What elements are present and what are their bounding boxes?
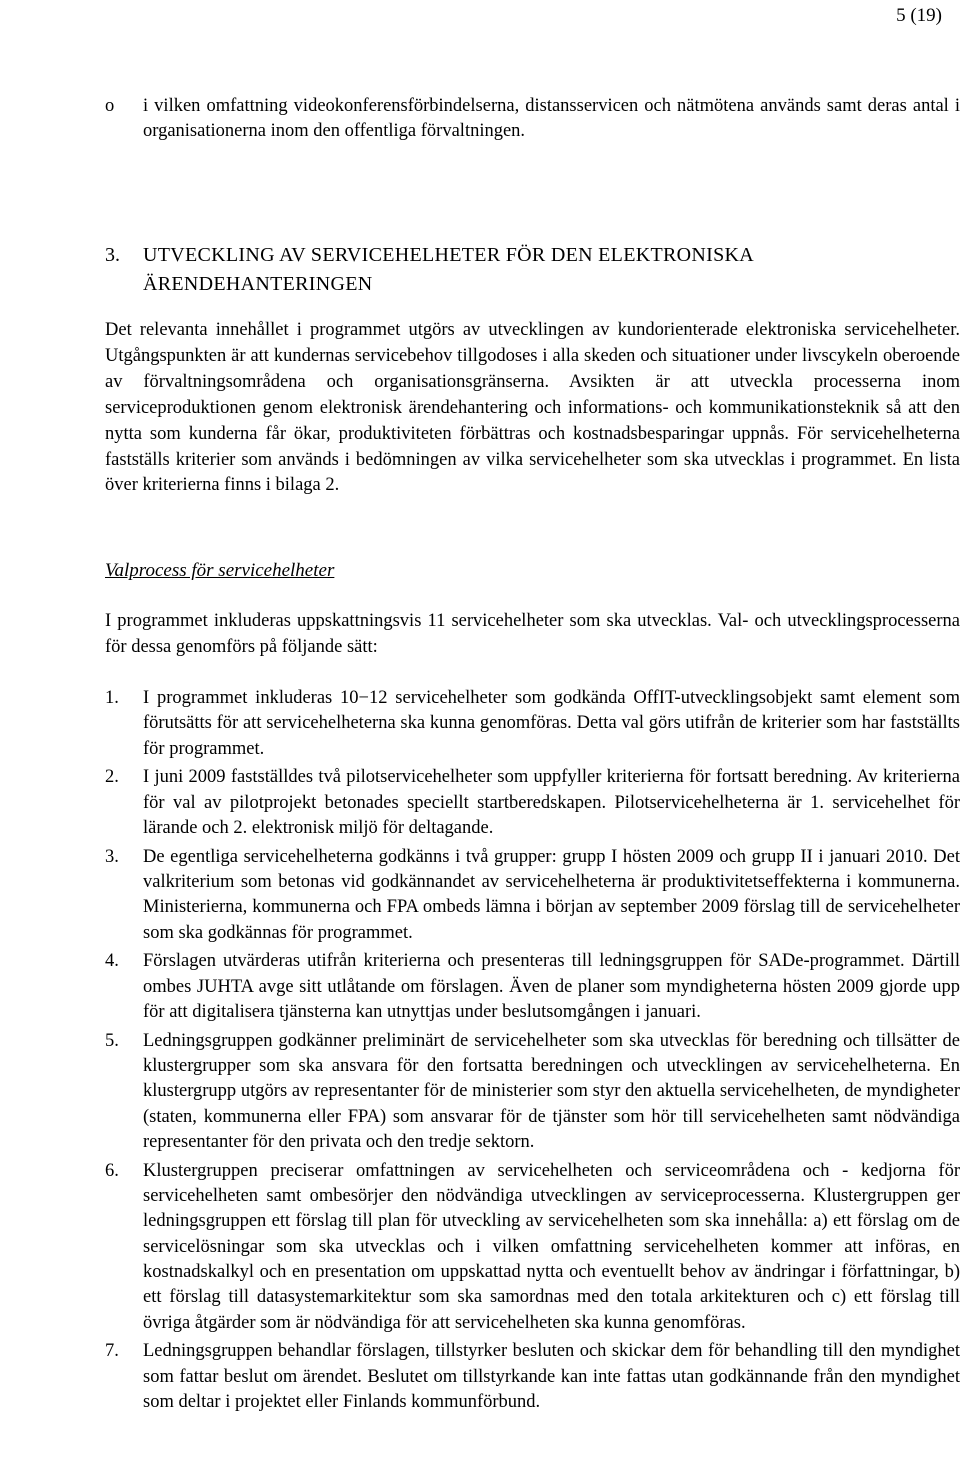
step-number: 2.: [105, 767, 119, 788]
process-step: [105, 765, 960, 841]
process-step: [105, 949, 960, 1025]
subsection-intro-paragraph: I programmet inkluderas uppskattningsvis 11 servicehelheter som ska utvecklas. Val- och utvecklingsprocesserna för dessa genomförs på följande sätt:: [105, 611, 960, 657]
process-step: [105, 845, 960, 946]
bullet-text: i vilken omfattning videokonferensförbindelserna, distansservicen och nätmötena används samt deras antal i organisationerna inom den offentliga förvaltningen.: [143, 96, 960, 141]
bullet-marker: o: [105, 96, 115, 116]
step-number: 7.: [105, 1341, 119, 1362]
section-number: 3.: [105, 244, 120, 266]
subsection-heading: Valprocess för servicehelheter: [105, 560, 335, 581]
section-title: UTVECKLING AV SERVICEHELHETER FÖR DEN ELEKTRONISKA ÄRENDEHANTERINGEN: [143, 244, 753, 295]
section-heading: [105, 241, 960, 299]
step-number: 3.: [105, 846, 119, 867]
bullet-item: [105, 94, 960, 144]
page-number: 5 (19): [896, 5, 942, 26]
process-step: [105, 686, 960, 762]
step-text: Klustergruppen preciserar omfattningen av servicehelheten och serviceområdena och - kedjorna för servicehelheten samt ombesörjer den nödvändiga utvecklingen av serviceprocesserna. Klustergruppen ger ledningsgruppen ett förslag till plan för utveckling av servicehelheten som ska innehålla: a) ett förslag om de servicelösningar som ska utvecklas och i vilken omfattning servicehelheten kommer att införas, en kostnadskalkyl och en presentation om uppskattad nytta och eventuellt behov av ändringar i författningar, b) ett förslag till datasystemarkitektur som ska samordnas med den totala arkitekturen och c) ett förslag till övriga åtgärder som är nödvändiga för att servicehelheten ska kunna genomföras.: [143, 1160, 960, 1333]
step-text: Ledningsgruppen behandlar förslagen, tillstyrker besluten och skickar dem för behandling till den myndighet som fattar beslut om ärendet. Beslutet om tillstyrkande kan inte fattas utan godkännande från den myndighet som deltar i projektet eller Finlands kommunförbund.: [143, 1341, 960, 1413]
process-step: [105, 1159, 960, 1336]
step-text: De egentliga servicehelheterna godkänns i två grupper: grupp I hösten 2009 och grupp II i januari 2010. Det valkriterium som betonas vid godkännandet av servicehelheterna är produktivitetseffekterna i kommunerna. Ministerierna, kommunerna och FPA ombeds lämna i början av september 2009 förslag till de servicehelheter som ska godkännas för programmet.: [143, 846, 960, 943]
step-number: 1.: [105, 688, 119, 708]
step-number: 5.: [105, 1030, 119, 1051]
process-steps-list: [105, 686, 960, 1419]
step-number: 6.: [105, 1160, 119, 1181]
process-step: [105, 1029, 960, 1155]
step-text: I programmet inkluderas 10−12 servicehelheter som godkända OffIT-utvecklingsobjekt samt element som förutsätts för att servicehelheterna ska kunna genomföras. Detta val görs utifrån de kriterier som har fastställts för programmet.: [143, 688, 960, 759]
step-text: I juni 2009 fastställdes två pilotservicehelheter som uppfyller kriterierna för fortsatt beredning. Av kriterierna för val av pilotprojekt betonades speciellt startberedskapen. Pilotservicehelheterna är 1. servicehelhet för lärande och 2. elektronisk miljö för deltagande.: [143, 767, 960, 838]
step-text: Ledningsgruppen godkänner preliminärt de servicehelheter som ska utvecklas för beredning och tillsätter de klustergrupper som ska ansvara för den fortsatta beredningen och utvecklingen av servicehelheterna. En klustergrupp utgörs av representanter för de ministerier som styr den aktuella servicehelheten, de myndigheter (staten, kommunerna eller FPA) som ansvarar för de tjänster som hör till servicehelheten samt nödvändiga representanter för den privata och den tredje sektorn.: [143, 1030, 960, 1153]
step-text: Förslagen utvärderas utifrån kriterierna och presenteras till ledningsgruppen för SADe-programmet. Därtill ombes JUHTA avge sitt utlåtande om förslagen. Även de planer som myndigheterna hösten 2009 gjorde upp för att digitalisera tjänsterna kan utnyttjas under beslutsomgången i januari.: [143, 951, 960, 1023]
section-body-paragraph: Det relevanta innehållet i programmet utgörs av utvecklingen av kundorienterade elektroniska servicehelheter. Utgångspunkten är att kundernas servicebehov tillgodoses i alla skeden och situationer under livscykeln oberoende av förvaltningsområdena och organisationsgränserna. Avsikten är att utveckla processerna inom serviceproduktionen genom elektronisk ärendehantering och informations- och kommunikationsteknik så att den nytta som kunderna får ökar, produktiviteten förbättras och kostnadsbesparingar uppnås. För servicehelheterna fastställs kriterier som används i bedömningen av vilka servicehelheter som ska utvecklas i programmet. En lista över kriterierna finns i bilaga 2.: [105, 320, 960, 496]
process-step: [105, 1339, 960, 1415]
step-number: 4.: [105, 951, 119, 972]
